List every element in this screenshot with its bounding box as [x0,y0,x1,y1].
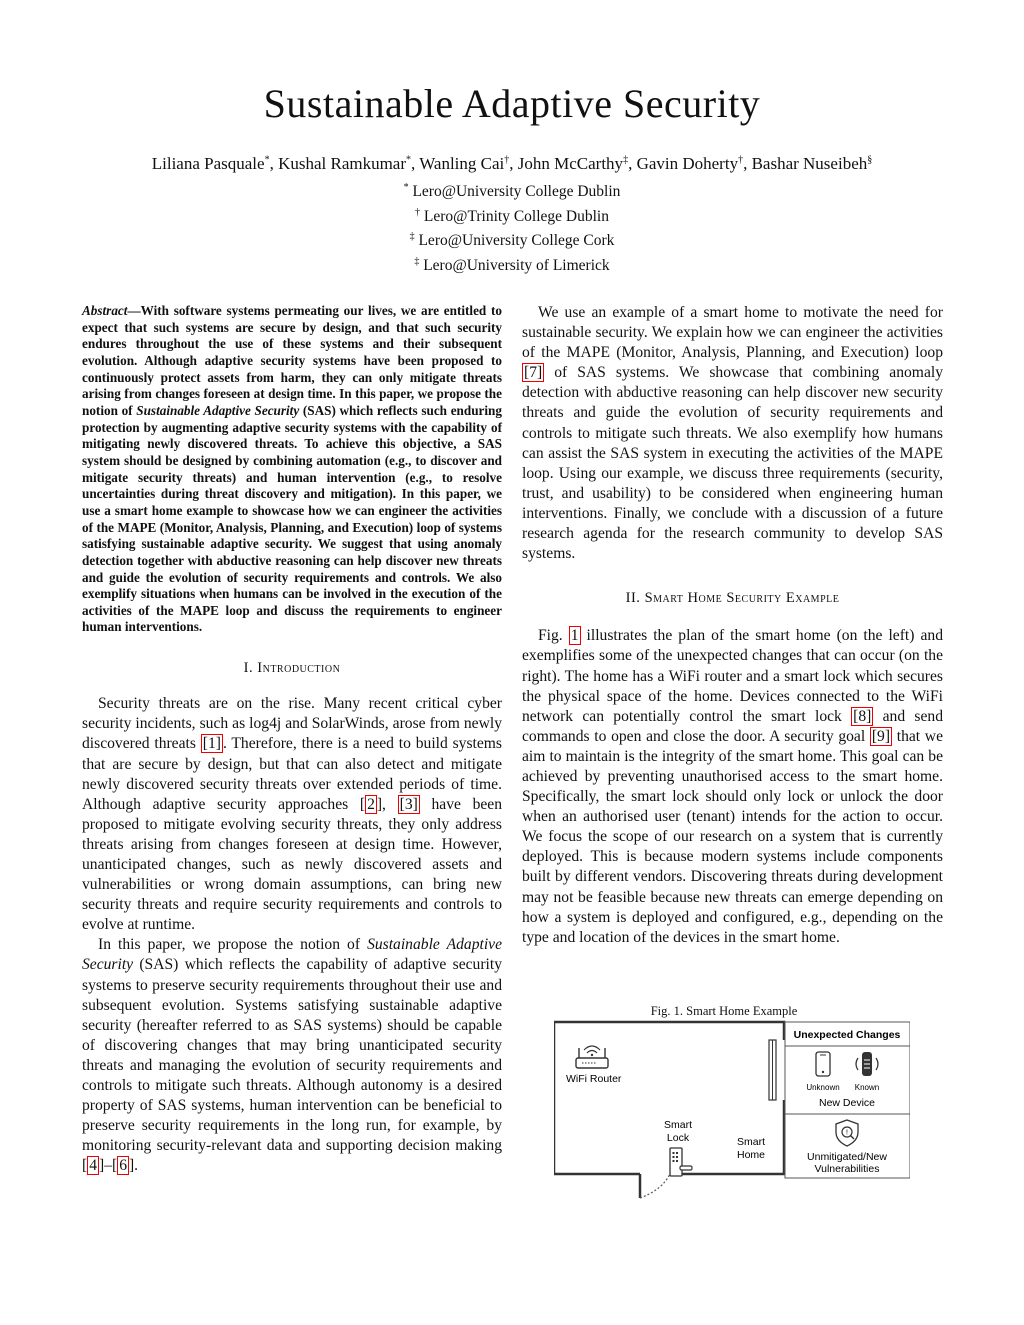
abstract: Abstract—With software systems permeating our lives, we are entitled to expect that such systems are secure by design, and that such security endures throughout the use of these systems and their subsequent evolution. Although adaptive security systems have been proposed to continuously protect assets from harm, they can only mitigate threats arising from changes foreseen at design time. In this paper, we propose the notion of Sustainable Adaptive Security (SAS) which reflects such enduring protection by augmenting adaptive security systems with the capability of mitigating newly discovered threats. To achieve this objective, a SAS system should be designed by combining automation (e.g., to discover and mitigate security threats) and human intervention (e.g., to resolve uncertainties during threat discovery and mitigation). In this paper, we use a smart home example to showcase how we can engineer the activities of the MAPE (Monitor, Analysis, Planning, and Execution) loop of systems satisfying sustainable adaptive security. We suggest that using anomaly detection together with abductive reasoning can help discover new threats and guide the evolution of security requirements and controls. We also exemplify situations when humans can be involved in the execution of the activities of the MAPE loop and discuss the requirements to engineer human interventions. [82,303,502,635]
author-mark: † [738,154,744,166]
citation-link[interactable]: [7] [524,364,543,382]
svg-text:!: ! [846,1129,848,1137]
affiliation: † Lero@Trinity College Dublin [415,206,609,225]
affiliation: ‡ Lero@University of Limerick [414,255,610,275]
smart-home-label: Smart [736,1136,766,1148]
smart-lock-label: Lock [666,1132,690,1144]
smart-home-paragraph: Fig. 1 illustrates the plan of the smart home (on the left) and exemplifies some of the unexpected changes that can occur (on the right). The home has a WiFi router and a smart lock which secures the physical space of the home. Devices connected to the WiFi network can potentially control the smart lock [8] and send commands to open and close the door. A security goal [9] that we aim to maintain is the integrity of the smart home. This goal can be achieved by preventing unauthorised access to the smart home. Specifically, the smart lock should only lock or unlock the door when an authorised user (tenant) intends for the action to occur. We focus the scope of our research on a system that is currently deployed. This is because modern systems include components built by different vendors. Discovering threats during development may not be feasible because new threats can emerge depending on how a system is deployed and configured, e.g., depending on the type and location of the devices in the smart home. [522,627,943,946]
affiliation-list [0,178,1024,277]
figure-caption: Fig. 1. Smart Home Example [650,1004,798,1018]
citation-link[interactable]: 2 [367,795,375,813]
left-column [82,303,502,1176]
smart-lock-icon [670,1148,692,1176]
affiliation: * Lero@University College Dublin [403,182,621,201]
wifi-router-label: WiFi Router [566,1073,622,1085]
phone-icon [816,1052,830,1076]
right-intro-paragraph: We use an example of a smart home to motivate the need for sustainable security. We explain how we can engineer the activities of the MAPE (Monitor, Analysis, Planning, and Execution) loop [7] of SAS systems. We showcase that combining anomaly detection with abductive reasoning can help discover new security threats and guide the evolution of security requirements and controls to mitigate such threats. We also exemplify how humans can assist the SAS system in executing the activities of the MAPE loop. Using our example, we discuss three requirements (security, trust, and usability) to be considered when engineering human interventions. Finally, we conclude with a discussion of a future research agenda for the research community to develop SAS systems. [522,304,943,563]
vulnerabilities-label: Vulnerabilities [814,1163,880,1175]
author-name: Liliana Pasquale [151,154,265,173]
citation-link[interactable]: [8] [853,707,872,725]
citation-link[interactable]: [1] [202,735,221,753]
unknown-label: Unknown [806,1083,840,1092]
author-name: Kushal Ramkumar [278,154,407,173]
door-swing [640,1174,670,1198]
author-mark: § [867,154,873,166]
citation-link[interactable]: [9] [871,727,891,745]
smart-home-diagram [554,1020,910,1200]
paper-title: Sustainable Adaptive Security [263,81,761,126]
intro-paragraph-1: Security threats are on the rise. Many recent critical cyber security incidents, such as log4j and SolarWinds, arose from newly discovered threats [1] . Therefore, there is a need to build systems that are secure by design, but that can also detect and mitigate newly discovered security threats over extended periods of time. Although adaptive security approaches [ 2 ], [3] have been proposed to mitigate evolving security threats, they only address threats arising from changes foreseen at design time. However, unanticipated changes, such as newly discovered assets and vulnerabilities or wrong domain assumptions, can bring new security threats and require security requirements and controls to evolve at runtime. [82,695,503,934]
right-column [522,303,943,948]
wifi-router-icon [576,1046,608,1068]
citation-link[interactable]: 4 [89,1157,97,1175]
author-name: John McCarthy [517,154,624,173]
figure-smart-home [554,1004,910,1199]
smart-home-label: Home [736,1149,766,1161]
citation-link[interactable]: [3] [399,795,418,813]
known-label: Known [854,1083,880,1092]
abstract-label: Abstract [82,303,128,318]
vulnerabilities-label: Unmitigated/New [807,1151,887,1163]
affiliation: ‡ Lero@University College Cork [409,231,615,250]
citation-link[interactable]: 6 [119,1157,127,1175]
section-heading-introduction: I. Introduction [243,660,341,677]
author-name: Bashar Nuseibeh [751,154,868,173]
house-wall [674,1100,784,1174]
new-device-label: New Device [818,1097,876,1109]
figure-link[interactable]: 1 [570,627,579,645]
intro-paragraph-2: In this paper, we propose the notion of Sustainable Adaptive Security (SAS) which reflects the capability of adaptive security systems to preserve security requirements throughout their use and subsequent evolution. Systems satisfying sustainable adaptive security (hereafter referred to as SAS systems) should be capable of discovering changes that may bring unanticipated security threats and managing the evolution of security requirements and controls to mitigate such threats. Although autonomy is a desired property of SAS systems, human intervention can be beneficial to preserve security requirements in the long run, for example, by monitoring security-relevant data and supporting decision making [ 4 ]–[ 6 ]. [82,936,502,1175]
author-mark: ‡ [623,154,629,166]
smart-lock-label: Smart [663,1119,693,1131]
author-mark: * [406,154,412,166]
author-mark: † [504,154,510,166]
panel-title: Unexpected Changes [793,1029,901,1041]
author-mark: * [264,154,270,166]
author-name: Wanling Cai [419,154,505,173]
section-heading-smart-home: II. Smart Home Security Example [625,590,840,607]
author-list: Liliana Pasquale*, Kushal Ramkumar*, Wanling Cai†, John McCarthy‡, Gavin Doherty†, Bashar Nuseibeh§ [151,154,873,173]
author-name: Gavin Doherty [636,154,739,173]
